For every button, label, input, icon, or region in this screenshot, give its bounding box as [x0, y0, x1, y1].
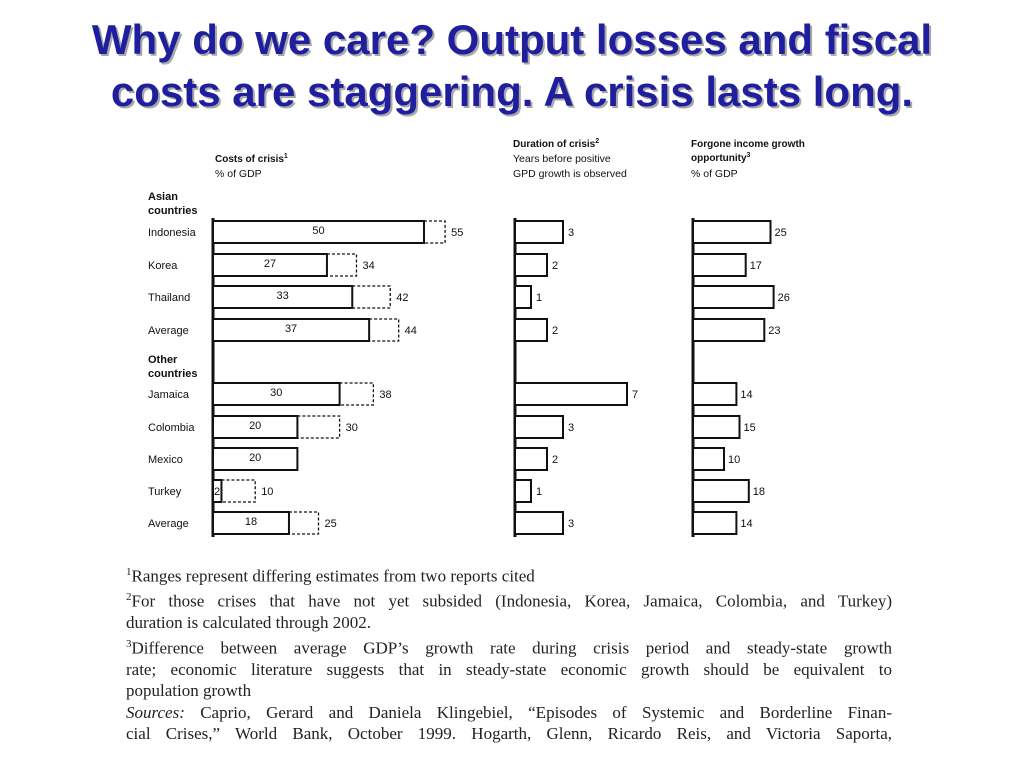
- costs-bar-high-indonesia: [424, 221, 445, 243]
- category-label-thailand: Thailand: [148, 292, 191, 304]
- costs-bar-high-korea: [327, 254, 357, 276]
- forgone-label-korea: 17: [749, 260, 762, 272]
- footnote-1: $^1$Ranges represent differing estimates from two reports cited: [126, 566, 535, 586]
- duration-label-turkey: 1: [536, 486, 543, 498]
- footnote-2: $^2$For those crises that have not yet subsided (Indonesia, Korea, Jamaica, Colombia, and Turkey): [126, 591, 892, 611]
- costs-bar-high-jamaica: [340, 383, 374, 405]
- forgone-bar-thailand: [693, 286, 774, 308]
- group-label-asian: Asian: [148, 191, 178, 203]
- duration-bar-mexico: [515, 448, 547, 470]
- costs-label-mexico: 20: [249, 452, 262, 464]
- costs-label-high-asian-average: 44: [404, 325, 417, 337]
- costs-label-asian-average: 37: [284, 323, 298, 335]
- duration-bar-turkey: [515, 480, 531, 502]
- duration-label-thailand: 1: [536, 292, 543, 304]
- panel-duration-subtitle-1: Years before positive: [513, 153, 611, 165]
- forgone-label-asian-average: 23: [768, 325, 781, 337]
- costs-bar-high-other-average: [289, 512, 319, 534]
- footnote-2-cont: duration is calculated through 2002.: [126, 613, 372, 633]
- panel-costs-subtitle: % of GDP: [215, 168, 262, 180]
- panel-forgone-subtitle: % of GDP: [691, 168, 738, 180]
- duration-bar-other-average: [515, 512, 563, 534]
- costs-label-high-colombia: 30: [345, 422, 358, 434]
- costs-bar-high-turkey: [221, 480, 255, 502]
- category-label-other-average: Average: [148, 518, 189, 530]
- forgone-label-jamaica: 14: [740, 389, 753, 401]
- forgone-bar-korea: [693, 254, 746, 276]
- forgone-bar-indonesia: [693, 221, 771, 243]
- sources-note: Sources: Caprio, Gerard and Daniela Klingebiel, “Episodes of Systemic and Borderline Finan-: [126, 702, 892, 722]
- forgone-label-indonesia: 25: [774, 227, 787, 239]
- duration-label-jamaica: 7: [632, 389, 639, 401]
- duration-label-other-average: 3: [568, 518, 575, 530]
- forgone-bar-asian-average: [693, 319, 764, 341]
- panel-duration-title: Duration of crisis$^2$: [513, 138, 600, 150]
- footnote-3-end: population growth: [126, 681, 252, 701]
- panel-forgone-title-1: Forgone income growth: [691, 139, 805, 150]
- costs-label-high-other-average: 25: [324, 518, 337, 530]
- forgone-bar-colombia: [693, 416, 740, 438]
- costs-label-high-turkey: 10: [261, 486, 274, 498]
- category-label-mexico: Mexico: [148, 454, 183, 466]
- footnote-3-cont: rate; economic literature suggests that in steady-state economic growth should be equivalent to: [126, 659, 892, 679]
- category-label-indonesia: Indonesia: [148, 227, 196, 239]
- costs-bar-high-thailand: [352, 286, 390, 308]
- forgone-bar-mexico: [693, 448, 724, 470]
- category-label-turkey: Turkey: [148, 486, 182, 498]
- duration-bar-jamaica: [515, 383, 627, 405]
- sources-note-cont: cial Crises,” World Bank, October 1999. Hogarth, Glenn, Ricardo Reis, and Victoria Saporta,: [126, 724, 892, 744]
- costs-label-indonesia: 50: [312, 225, 325, 237]
- group-label-asian-2: countries: [148, 205, 198, 217]
- forgone-label-mexico: 10: [728, 454, 741, 466]
- costs-label-high-indonesia: 55: [451, 227, 464, 239]
- category-label-korea: Korea: [148, 260, 178, 272]
- title-line-2: costs are staggering. A crisis lasts long.: [110, 68, 914, 115]
- costs-label-high-korea: 34: [362, 260, 375, 272]
- costs-bar-high-asian-average: [369, 319, 399, 341]
- costs-label-high-jamaica: 38: [379, 389, 392, 401]
- costs-label-other-average: 18: [244, 516, 258, 528]
- duration-label-mexico: 2: [552, 454, 559, 466]
- duration-label-indonesia: 3: [568, 227, 575, 239]
- footnotes: [126, 562, 892, 745]
- footnote-3: $^3$Difference between average GDP’s growth rate during crisis period and steady-state growth: [126, 637, 892, 658]
- panel-costs-title: Costs of crisis$^1$: [215, 153, 288, 165]
- forgone-bar-jamaica: [693, 383, 736, 405]
- forgone-bar-other-average: [693, 512, 736, 534]
- forgone-label-turkey: 18: [752, 486, 766, 498]
- panel-duration-subtitle-2: GPD growth is observed: [513, 168, 627, 180]
- forgone-bar-turkey: [693, 480, 749, 502]
- costs-label-korea: 27: [263, 258, 277, 270]
- duration-label-colombia: 3: [568, 422, 575, 434]
- category-label-colombia: Colombia: [148, 422, 195, 434]
- forgone-label-colombia: 15: [743, 422, 756, 434]
- group-label-other: Other: [148, 354, 178, 366]
- duration-bar-thailand: [515, 286, 531, 308]
- duration-bar-asian-average: [515, 319, 547, 341]
- costs-label-high-thailand: 42: [396, 292, 409, 304]
- costs-label-jamaica: 30: [270, 387, 283, 399]
- duration-bar-indonesia: [515, 221, 563, 243]
- category-label-jamaica: Jamaica: [148, 389, 189, 401]
- costs-label-thailand: 33: [276, 290, 289, 302]
- duration-label-korea: 2: [552, 260, 559, 272]
- title-line-1: Why do we care? Output losses and fiscal: [91, 16, 933, 63]
- costs-bar-high-colombia: [297, 416, 339, 438]
- duration-bar-korea: [515, 254, 547, 276]
- costs-label-turkey: 2: [213, 486, 221, 498]
- panel-forgone-title-2: opportunity$^3$: [691, 152, 751, 164]
- duration-label-asian-average: 2: [552, 325, 559, 337]
- category-label-asian-average: Average: [148, 325, 189, 337]
- costs-label-colombia: 20: [249, 420, 262, 432]
- group-label-other-2: countries: [148, 368, 198, 380]
- forgone-label-other-average: 14: [740, 518, 753, 530]
- forgone-label-thailand: 26: [777, 292, 790, 304]
- duration-bar-colombia: [515, 416, 563, 438]
